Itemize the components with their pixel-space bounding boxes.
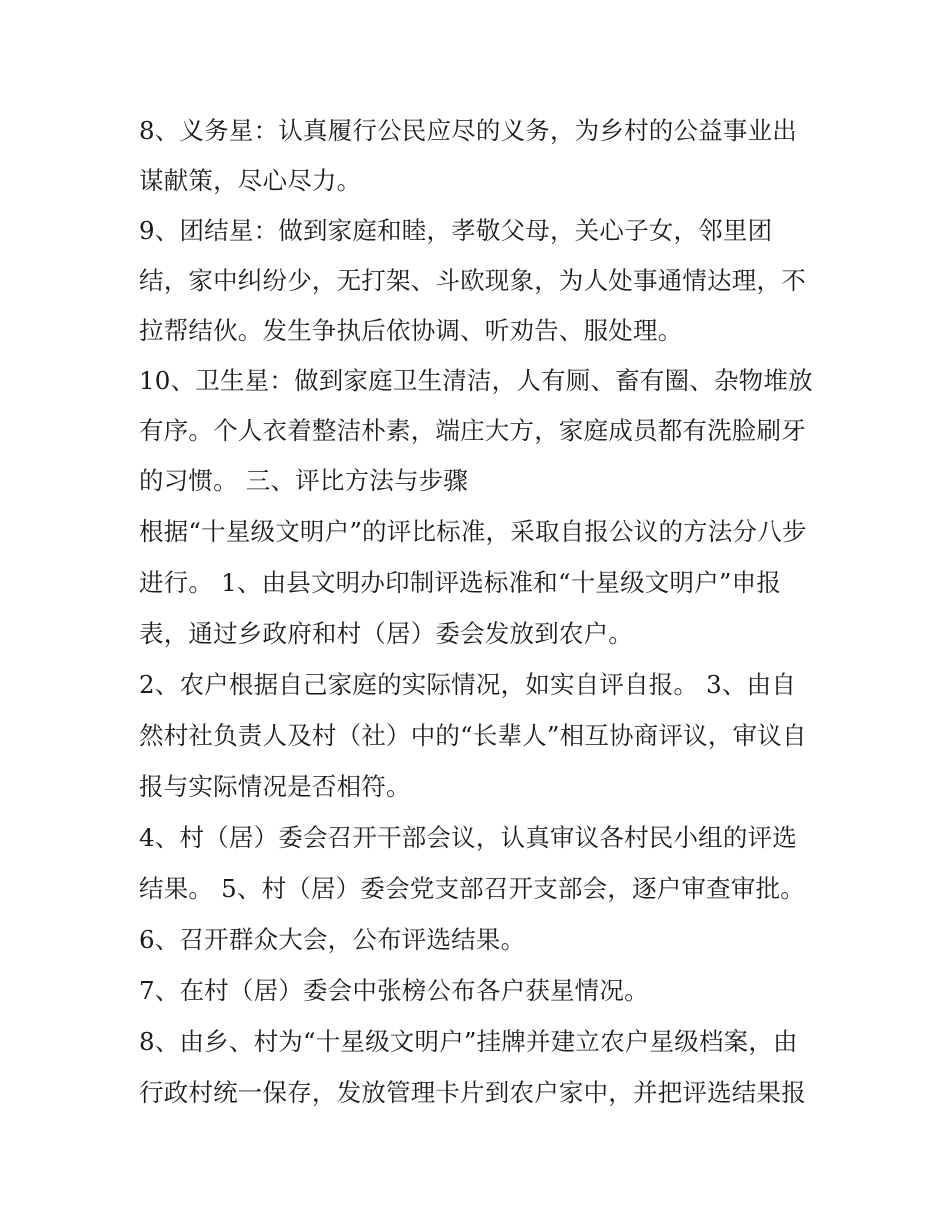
text-line: 拉帮结伙。发生争执后依协调、听劝告、服处理。 <box>139 316 683 345</box>
text-line: 的习惯。 三、评比方法与步骤 <box>139 466 469 495</box>
text-line: 然村社负责人及村（社）中的“长辈人”相互协商评议，审议自 <box>139 721 807 750</box>
text-line: 表，通过乡政府和村（居）委会发放到农户。 <box>139 619 633 648</box>
text-line: 6、召开群众大会，公布评选结果。 <box>139 925 526 954</box>
text-line: 2、农户根据自己家庭的实际情况，如实自评自报。 3、由自 <box>139 670 797 699</box>
text-line: 报与实际情况是否相符。 <box>139 772 411 801</box>
text-line: 8、义务星：认真履行公民应尽的义务，为乡村的公益事业出 <box>139 116 797 145</box>
text-line: 根据“十星级文明户”的评比标准，采取自报公议的方法分八步 <box>139 517 807 546</box>
text-line: 行政村统一保存，发放管理卡片到农户家中，并把评选结果报 <box>139 1078 806 1107</box>
text-line: 8、由乡、村为“十星级文明户”挂牌并建立农户星级档案，由 <box>139 1027 798 1056</box>
text-line: 10、卫生星：做到家庭卫生清洁，人有厕、畜有圈、杂物堆放 <box>139 366 813 395</box>
text-line: 9、团结星：做到家庭和睦，孝敬父母，关心子女，邻里团 <box>139 216 773 245</box>
text-line: 结果。 5、村（居）委会党支部召开支部会，逐户审查审批。 <box>139 874 805 903</box>
text-line: 谋献策，尽心尽力。 <box>139 166 362 195</box>
text-line: 有序。个人衣着整洁朴素，端庄大方，家庭成员都有洗脸刷牙 <box>139 416 806 445</box>
text-line: 结，家中纠纷少，无打架、斗欧现象，为人处事通情达理，不 <box>139 266 806 295</box>
text-line: 进行。 1、由县文明办印制评选标准和“十星级文明户”申报 <box>139 568 782 597</box>
text-line: 4、村（居）委会召开干部会议，认真审议各村民小组的评选 <box>139 823 797 852</box>
text-line: 7、在村（居）委会中张榜公布各户获星情况。 <box>139 976 649 1005</box>
